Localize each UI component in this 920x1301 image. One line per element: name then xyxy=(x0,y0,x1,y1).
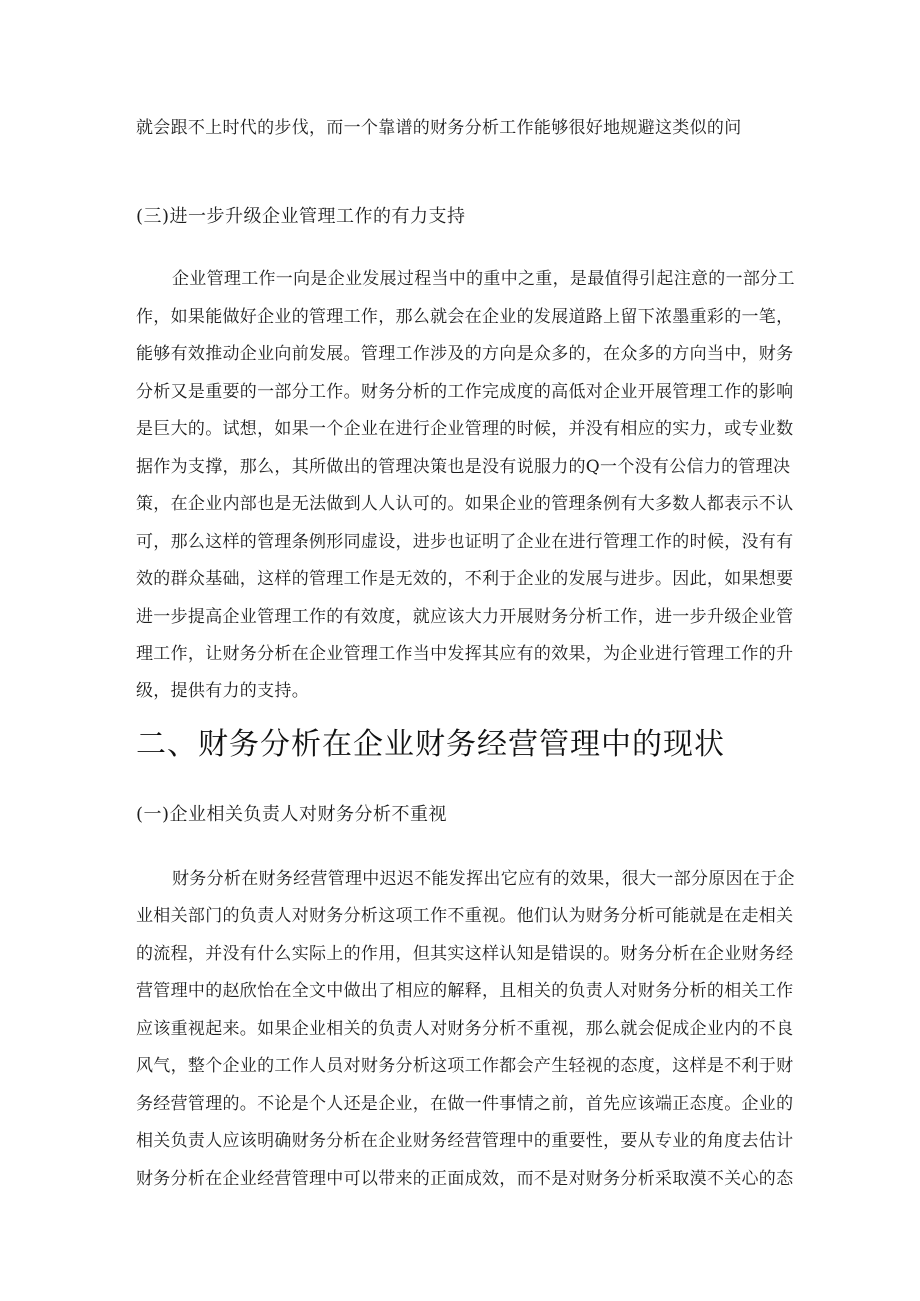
paragraph-line: 效的群众基础，这样的管理工作是无效的，不利于企业的发展与进步。因此，如果想要 xyxy=(136,569,794,589)
paragraph-line: 据作为支撑，那么，其所做出的管理决策也是没有说服力的Q一个没有公信力的管理决 xyxy=(136,457,791,477)
subsection-1-heading: (一)企业相关负责人对财务分析不重视 xyxy=(136,804,448,825)
paragraph-line: 务经营管理的。不论是个人还是企业，在做一件事情之前，首先应该端正态度。企业的 xyxy=(136,1094,794,1114)
paragraph-line: 理工作，让财务分析在企业管理工作当中发挥其应有的效果，为企业进行管理工作的升 xyxy=(136,644,794,664)
paragraph-line: 进一步提高企业管理工作的有效度，就应该大力开展财务分析工作，进一步升级企业管 xyxy=(136,607,794,627)
paragraph-line: 可，那么这样的管理条例形同虚设，进步也证明了企业在进行管理工作的时候，没有有 xyxy=(136,532,794,552)
section-2-title: 二、财务分析在企业财务经营管理中的现状 xyxy=(136,727,725,762)
paragraph-line: 财务分析在财务经营管理中迟迟不能发挥出它应有的效果，很大一部分原因在于企 xyxy=(172,869,795,889)
paragraph-line: 作，如果能做好企业的管理工作，那么就会在企业的发展道路上留下浓墨重彩的一笔， xyxy=(136,307,794,327)
paragraph-line: 业相关部门的负责人对财务分析这项工作不重视。他们认为财务分析可能就是在走相关 xyxy=(136,906,794,926)
paragraph-line: 营管理中的赵欣怡在全文中做出了相应的解释，且相关的负责人对财务分析的相关工作 xyxy=(136,981,794,1001)
paragraph-line: 能够有效推动企业向前发展。管理工作涉及的方向是众多的，在众多的方向当中，财务 xyxy=(136,344,794,364)
paragraph-line: 财务分析在企业经营管理中可以带来的正面成效，而不是对财务分析采取漠不关心的态 xyxy=(136,1169,794,1189)
paragraph-line: 企业管理工作一向是企业发展过程当中的重中之重，是最值得引起注意的一部分工 xyxy=(172,269,795,289)
subsection-3-heading: (三)进一步升级企业管理工作的有力支持 xyxy=(136,206,466,227)
paragraph-line: 级，提供有力的支持。 xyxy=(136,681,309,701)
paragraph-line: 是巨大的。试想，如果一个企业在进行企业管理的时候，并没有相应的实力，或专业数 xyxy=(136,419,794,439)
paragraph-line: 风气，整个企业的工作人员对财务分析这项工作都会产生轻视的态度，这样是不利于财 xyxy=(136,1056,794,1076)
continued-paragraph-line: 就会跟不上时代的步伐，而一个靠谱的财务分析工作能够很好地规避这类似的问 xyxy=(136,118,742,138)
paragraph-line: 应该重视起来。如果企业相关的负责人对财务分析不重视，那么就会促成企业内的不良 xyxy=(136,1019,794,1039)
paragraph-line: 策，在企业内部也是无法做到人人认可的。如果企业的管理条例有大多数人都表示不认 xyxy=(136,494,794,514)
paragraph-line: 相关负责人应该明确财务分析在企业财务经营管理中的重要性，要从专业的角度去估计 xyxy=(136,1131,794,1151)
paragraph-line: 的流程，并没有什么实际上的作用，但其实这样认知是错误的。财务分析在企业财务经 xyxy=(136,944,794,964)
paragraph-line: 分析又是重要的一部分工作。财务分析的工作完成度的高低对企业开展管理工作的影响 xyxy=(136,382,794,402)
